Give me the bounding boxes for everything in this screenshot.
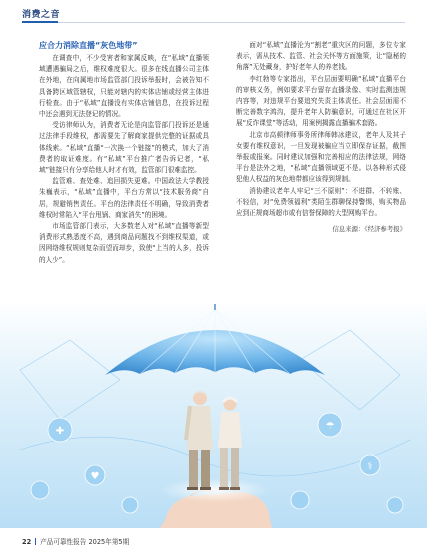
svg-text:☂: ☂ — [325, 421, 335, 432]
left-column — [39, 40, 209, 266]
page-number: 22 — [22, 538, 32, 546]
right-column — [236, 40, 406, 235]
paragraph: 在调查中，不少受害者和家属反映，在“私域”直播领域遭遇骗局之后，维权难度很大。很多在线直播公司主体在外地，在向属地市场监管部门投诉举报时，会被告知不具备跨区域管辖权，只能对辖内的实体店铺或经营主体进行检查。由于“私域”直播没有实体店铺信息，在投诉过程中还会遇到无法登记的情况。 — [39, 54, 209, 119]
header-rule-accent — [22, 21, 58, 23]
svg-text:⚕: ⚕ — [367, 461, 373, 472]
article-source: 信息来源：《经济参考报》 — [332, 225, 406, 234]
publication-name: 产品可靠性报告 2025年第5期 — [40, 538, 130, 546]
paragraph: 监管难、查处难、追回损失更难。中国政法大学教授朱巍表示，“私域”直播中，平台方常以“技术服务商”自居，规避销售责任。平台的法律责任不明确，导致消费者维权时常陷入“平台甩锅、商家消失”的困境。 — [39, 177, 209, 219]
paragraph: 受访律师认为，消费者无论是向监管部门投诉还是通过法律手段维权，都需要先了解商家提供完整的证据或具体线索。“私域”直播“一次换一个链接”的模式，加大了消费者的取证难度。有“私域”平台推广者告诉记者，“私域”链接只有分享给他人时才有效，监管部门很难监控。 — [39, 121, 209, 175]
paragraph: 李红勃等专家指出，平台层面要明确“私域”直播平台的审核义务，例如要求平台留存直播录像、实时监测违规内容等，对违规平台要追究失责主体责任。社会层面需不断完善数字鸿沟，提升老年人防骗意识，可通过在社区开展“反诈课堂”等活动，用案例揭露直播骗术套路。 — [236, 74, 406, 128]
article-subheading: 应合力消除直播“灰色地带” — [39, 41, 138, 50]
svg-text:♥: ♥ — [90, 471, 100, 482]
header-rule — [22, 22, 405, 23]
section-title: 消费之音 — [22, 10, 61, 20]
footer-divider — [35, 538, 36, 545]
glow — [160, 478, 270, 502]
svg-text:✚: ✚ — [55, 426, 65, 437]
paragraph: 市场监管部门表示，大多数老人对“私域”直播等新型消费形式熟悉度不高，遇到商品问题找不到维权渠道，或因网络维权规则复杂而望而却步，致使“上当的人多，投诉的人少”。 — [39, 222, 209, 264]
paragraph: 消协建议老年人牢记“三不原则”：不进群、不转账、不轻信，对“免费领福利”类陌生群聊保持警惕，购买物品应到正规商场超市或有信誉保障的大型网购平台。 — [236, 186, 406, 218]
page-footer — [22, 536, 129, 546]
umbrella-elderly-illustration — [0, 300, 427, 528]
paragraph: 北京市高顿律师事务所律师韩冰建议，老年人及其子女要有维权意识，一旦发现被骗应当立即保存证据，截图举报或报案。同时建议加强和完善相应的法律法规，网络平台是法外之地，“私域”直播领域更不是。以各种形式侵犯他人权益的灰色地带都应该得到规制。 — [236, 130, 406, 184]
paragraph: 面对“私域”直播沦为“割老”重灾区的问题，多位专家表示，需从技术、监管、社会关怀等方面施策，让“隐秘的角落”无处藏身，护好老年人的养老钱。 — [236, 41, 406, 72]
